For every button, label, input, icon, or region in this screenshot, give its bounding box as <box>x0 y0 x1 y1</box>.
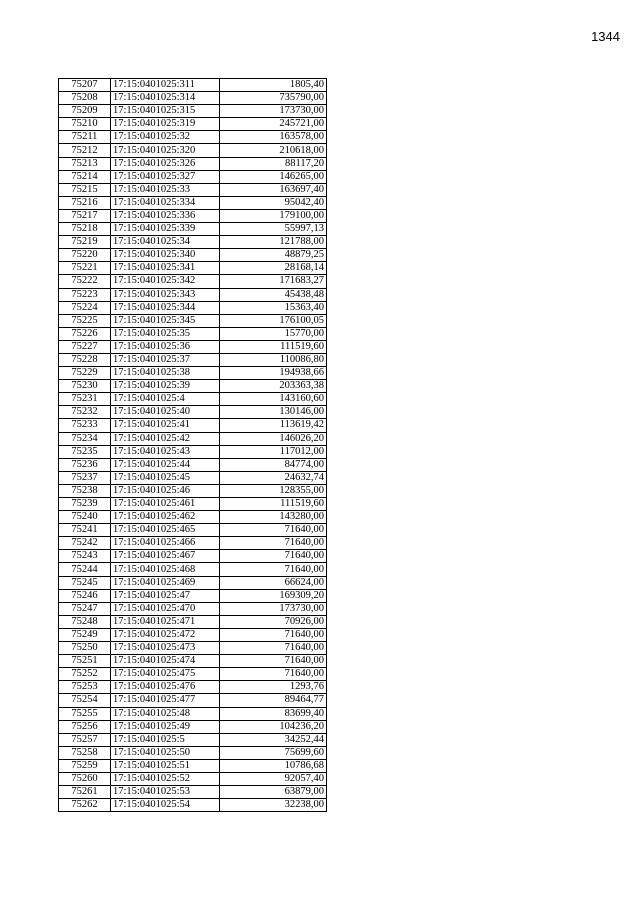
row-number-cell: 75252 <box>59 668 111 681</box>
row-number-cell: 75227 <box>59 340 111 353</box>
cadastral-number-cell: 17:15:0401025:39 <box>111 380 220 393</box>
row-number-cell: 75223 <box>59 288 111 301</box>
table-row <box>59 563 327 576</box>
value-cell: 111519,60 <box>220 498 327 511</box>
cadastral-number-cell: 17:15:0401025:40 <box>111 406 220 419</box>
row-number-cell: 75215 <box>59 183 111 196</box>
row-number-cell: 75240 <box>59 511 111 524</box>
row-number-cell: 75226 <box>59 327 111 340</box>
table-row <box>59 511 327 524</box>
row-number-cell: 75209 <box>59 105 111 118</box>
row-number-cell: 75228 <box>59 353 111 366</box>
value-cell: 173730,00 <box>220 105 327 118</box>
table-row <box>59 249 327 262</box>
value-cell: 245721,00 <box>220 118 327 131</box>
cadastral-number-cell: 17:15:0401025:50 <box>111 746 220 759</box>
table-row <box>59 589 327 602</box>
value-cell: 84774,00 <box>220 458 327 471</box>
table-row <box>59 209 327 222</box>
value-cell: 130146,00 <box>220 406 327 419</box>
cadastral-number-cell: 17:15:0401025:52 <box>111 772 220 785</box>
value-cell: 146026,20 <box>220 432 327 445</box>
row-number-cell: 75243 <box>59 550 111 563</box>
cadastral-number-cell: 17:15:0401025:471 <box>111 615 220 628</box>
row-number-cell: 75211 <box>59 131 111 144</box>
table-row <box>59 301 327 314</box>
cadastral-number-cell: 17:15:0401025:466 <box>111 537 220 550</box>
row-number-cell: 75249 <box>59 628 111 641</box>
cadastral-number-cell: 17:15:0401025:51 <box>111 759 220 772</box>
value-cell: 10786,68 <box>220 759 327 772</box>
value-cell: 104236,20 <box>220 720 327 733</box>
cadastral-number-cell: 17:15:0401025:311 <box>111 79 220 92</box>
cadastral-number-cell: 17:15:0401025:467 <box>111 550 220 563</box>
table-row <box>59 367 327 380</box>
table-row <box>59 484 327 497</box>
table-row <box>59 799 327 812</box>
row-number-cell: 75245 <box>59 576 111 589</box>
row-number-cell: 75222 <box>59 275 111 288</box>
cadastral-number-cell: 17:15:0401025:472 <box>111 628 220 641</box>
row-number-cell: 75247 <box>59 602 111 615</box>
value-cell: 210618,00 <box>220 144 327 157</box>
table-row <box>59 118 327 131</box>
table-row <box>59 602 327 615</box>
table-row <box>59 105 327 118</box>
cadastral-number-cell: 17:15:0401025:327 <box>111 170 220 183</box>
row-number-cell: 75257 <box>59 733 111 746</box>
cadastral-number-cell: 17:15:0401025:345 <box>111 314 220 327</box>
row-number-cell: 75234 <box>59 432 111 445</box>
table-row <box>59 236 327 249</box>
value-cell: 121788,00 <box>220 236 327 249</box>
row-number-cell: 75236 <box>59 458 111 471</box>
row-number-cell: 75221 <box>59 262 111 275</box>
cadastral-number-cell: 17:15:0401025:49 <box>111 720 220 733</box>
table-row <box>59 681 327 694</box>
table-row <box>59 720 327 733</box>
table-row <box>59 445 327 458</box>
row-number-cell: 75250 <box>59 642 111 655</box>
table-row <box>59 471 327 484</box>
value-cell: 92057,40 <box>220 772 327 785</box>
value-cell: 113619,42 <box>220 419 327 432</box>
value-cell: 128355,00 <box>220 484 327 497</box>
value-cell: 88117,20 <box>220 157 327 170</box>
row-number-cell: 75213 <box>59 157 111 170</box>
table-row <box>59 223 327 236</box>
table-row <box>59 786 327 799</box>
row-number-cell: 75258 <box>59 746 111 759</box>
table-row <box>59 694 327 707</box>
table-row <box>59 628 327 641</box>
table-row <box>59 642 327 655</box>
row-number-cell: 75230 <box>59 380 111 393</box>
table-row <box>59 353 327 366</box>
cadastral-value-table <box>58 78 327 812</box>
value-cell: 163578,00 <box>220 131 327 144</box>
cadastral-number-cell: 17:15:0401025:48 <box>111 707 220 720</box>
table-row <box>59 576 327 589</box>
table-row <box>59 615 327 628</box>
table-row <box>59 183 327 196</box>
row-number-cell: 75218 <box>59 223 111 236</box>
value-cell: 71640,00 <box>220 655 327 668</box>
table-row <box>59 92 327 105</box>
value-cell: 1805,40 <box>220 79 327 92</box>
value-cell: 110086,80 <box>220 353 327 366</box>
value-cell: 173730,00 <box>220 602 327 615</box>
cadastral-number-cell: 17:15:0401025:4 <box>111 393 220 406</box>
value-cell: 176100,05 <box>220 314 327 327</box>
cadastral-number-cell: 17:15:0401025:35 <box>111 327 220 340</box>
row-number-cell: 75238 <box>59 484 111 497</box>
value-cell: 143160,60 <box>220 393 327 406</box>
cadastral-number-cell: 17:15:0401025:315 <box>111 105 220 118</box>
cadastral-number-cell: 17:15:0401025:336 <box>111 209 220 222</box>
row-number-cell: 75235 <box>59 445 111 458</box>
row-number-cell: 75217 <box>59 209 111 222</box>
cadastral-number-cell: 17:15:0401025:319 <box>111 118 220 131</box>
row-number-cell: 75248 <box>59 615 111 628</box>
value-cell: 71640,00 <box>220 642 327 655</box>
cadastral-number-cell: 17:15:0401025:341 <box>111 262 220 275</box>
table-row <box>59 79 327 92</box>
cadastral-number-cell: 17:15:0401025:343 <box>111 288 220 301</box>
table-row <box>59 380 327 393</box>
cadastral-number-cell: 17:15:0401025:5 <box>111 733 220 746</box>
row-number-cell: 75261 <box>59 786 111 799</box>
value-cell: 48879,25 <box>220 249 327 262</box>
value-cell: 71640,00 <box>220 524 327 537</box>
cadastral-number-cell: 17:15:0401025:465 <box>111 524 220 537</box>
value-cell: 32238,00 <box>220 799 327 812</box>
table-row <box>59 458 327 471</box>
row-number-cell: 75251 <box>59 655 111 668</box>
table-row <box>59 707 327 720</box>
cadastral-number-cell: 17:15:0401025:340 <box>111 249 220 262</box>
cadastral-number-cell: 17:15:0401025:47 <box>111 589 220 602</box>
value-cell: 117012,00 <box>220 445 327 458</box>
cadastral-number-cell: 17:15:0401025:320 <box>111 144 220 157</box>
value-cell: 179100,00 <box>220 209 327 222</box>
table-row <box>59 550 327 563</box>
value-cell: 171683,27 <box>220 275 327 288</box>
value-cell: 28168,14 <box>220 262 327 275</box>
cadastral-number-cell: 17:15:0401025:314 <box>111 92 220 105</box>
table-row <box>59 419 327 432</box>
row-number-cell: 75239 <box>59 498 111 511</box>
value-cell: 143280,00 <box>220 511 327 524</box>
table-row <box>59 537 327 550</box>
cadastral-number-cell: 17:15:0401025:36 <box>111 340 220 353</box>
cadastral-number-cell: 17:15:0401025:41 <box>111 419 220 432</box>
table-row <box>59 314 327 327</box>
row-number-cell: 75224 <box>59 301 111 314</box>
cadastral-number-cell: 17:15:0401025:38 <box>111 367 220 380</box>
table-row <box>59 524 327 537</box>
row-number-cell: 75231 <box>59 393 111 406</box>
row-number-cell: 75244 <box>59 563 111 576</box>
value-cell: 45438,48 <box>220 288 327 301</box>
cadastral-number-cell: 17:15:0401025:477 <box>111 694 220 707</box>
value-cell: 34252,44 <box>220 733 327 746</box>
cadastral-number-cell: 17:15:0401025:469 <box>111 576 220 589</box>
value-cell: 71640,00 <box>220 550 327 563</box>
row-number-cell: 75216 <box>59 196 111 209</box>
row-number-cell: 75212 <box>59 144 111 157</box>
cadastral-number-cell: 17:15:0401025:339 <box>111 223 220 236</box>
cadastral-number-cell: 17:15:0401025:46 <box>111 484 220 497</box>
value-cell: 194938,66 <box>220 367 327 380</box>
table-row <box>59 759 327 772</box>
row-number-cell: 75259 <box>59 759 111 772</box>
cadastral-number-cell: 17:15:0401025:42 <box>111 432 220 445</box>
table-row <box>59 432 327 445</box>
value-cell: 55997,13 <box>220 223 327 236</box>
row-number-cell: 75242 <box>59 537 111 550</box>
value-cell: 71640,00 <box>220 537 327 550</box>
table-row <box>59 327 327 340</box>
row-number-cell: 75210 <box>59 118 111 131</box>
value-cell: 66624,00 <box>220 576 327 589</box>
value-cell: 70926,00 <box>220 615 327 628</box>
cadastral-number-cell: 17:15:0401025:44 <box>111 458 220 471</box>
row-number-cell: 75208 <box>59 92 111 105</box>
row-number-cell: 75256 <box>59 720 111 733</box>
value-cell: 83699,40 <box>220 707 327 720</box>
cadastral-number-cell: 17:15:0401025:334 <box>111 196 220 209</box>
cadastral-number-cell: 17:15:0401025:326 <box>111 157 220 170</box>
cadastral-number-cell: 17:15:0401025:461 <box>111 498 220 511</box>
row-number-cell: 75254 <box>59 694 111 707</box>
row-number-cell: 75220 <box>59 249 111 262</box>
row-number-cell: 75246 <box>59 589 111 602</box>
value-cell: 15770,00 <box>220 327 327 340</box>
table-row <box>59 668 327 681</box>
value-cell: 163697,40 <box>220 183 327 196</box>
table-row <box>59 406 327 419</box>
cadastral-number-cell: 17:15:0401025:53 <box>111 786 220 799</box>
cadastral-number-cell: 17:15:0401025:342 <box>111 275 220 288</box>
cadastral-number-cell: 17:15:0401025:468 <box>111 563 220 576</box>
value-cell: 95042,40 <box>220 196 327 209</box>
page-number: 1344 <box>591 29 620 44</box>
row-number-cell: 75262 <box>59 799 111 812</box>
table-row <box>59 196 327 209</box>
table-row <box>59 393 327 406</box>
cadastral-number-cell: 17:15:0401025:462 <box>111 511 220 524</box>
row-number-cell: 75214 <box>59 170 111 183</box>
row-number-cell: 75219 <box>59 236 111 249</box>
table-row <box>59 733 327 746</box>
table-row <box>59 772 327 785</box>
table-row <box>59 144 327 157</box>
table-row <box>59 288 327 301</box>
value-cell: 735790,00 <box>220 92 327 105</box>
row-number-cell: 75255 <box>59 707 111 720</box>
table-row <box>59 655 327 668</box>
row-number-cell: 75237 <box>59 471 111 484</box>
value-cell: 146265,00 <box>220 170 327 183</box>
table-row <box>59 340 327 353</box>
value-cell: 169309,20 <box>220 589 327 602</box>
value-cell: 71640,00 <box>220 668 327 681</box>
table-row <box>59 157 327 170</box>
value-cell: 203363,38 <box>220 380 327 393</box>
cadastral-number-cell: 17:15:0401025:54 <box>111 799 220 812</box>
table-row <box>59 262 327 275</box>
row-number-cell: 75233 <box>59 419 111 432</box>
row-number-cell: 75253 <box>59 681 111 694</box>
row-number-cell: 75241 <box>59 524 111 537</box>
table-row <box>59 170 327 183</box>
cadastral-number-cell: 17:15:0401025:45 <box>111 471 220 484</box>
cadastral-number-cell: 17:15:0401025:34 <box>111 236 220 249</box>
cadastral-number-cell: 17:15:0401025:473 <box>111 642 220 655</box>
cadastral-number-cell: 17:15:0401025:476 <box>111 681 220 694</box>
cadastral-number-cell: 17:15:0401025:475 <box>111 668 220 681</box>
value-cell: 63879,00 <box>220 786 327 799</box>
cadastral-number-cell: 17:15:0401025:32 <box>111 131 220 144</box>
cadastral-number-cell: 17:15:0401025:344 <box>111 301 220 314</box>
row-number-cell: 75207 <box>59 79 111 92</box>
value-cell: 24632,74 <box>220 471 327 484</box>
value-cell: 71640,00 <box>220 628 327 641</box>
row-number-cell: 75260 <box>59 772 111 785</box>
value-cell: 1293,76 <box>220 681 327 694</box>
table-body <box>59 79 327 812</box>
cadastral-number-cell: 17:15:0401025:37 <box>111 353 220 366</box>
table-row <box>59 498 327 511</box>
table-row <box>59 275 327 288</box>
cadastral-number-cell: 17:15:0401025:33 <box>111 183 220 196</box>
cadastral-number-cell: 17:15:0401025:470 <box>111 602 220 615</box>
value-cell: 75699,60 <box>220 746 327 759</box>
table-row <box>59 131 327 144</box>
cadastral-number-cell: 17:15:0401025:43 <box>111 445 220 458</box>
value-cell: 111519,60 <box>220 340 327 353</box>
row-number-cell: 75232 <box>59 406 111 419</box>
table-row <box>59 746 327 759</box>
value-cell: 89464,77 <box>220 694 327 707</box>
row-number-cell: 75225 <box>59 314 111 327</box>
cadastral-number-cell: 17:15:0401025:474 <box>111 655 220 668</box>
value-cell: 71640,00 <box>220 563 327 576</box>
row-number-cell: 75229 <box>59 367 111 380</box>
value-cell: 15363,40 <box>220 301 327 314</box>
